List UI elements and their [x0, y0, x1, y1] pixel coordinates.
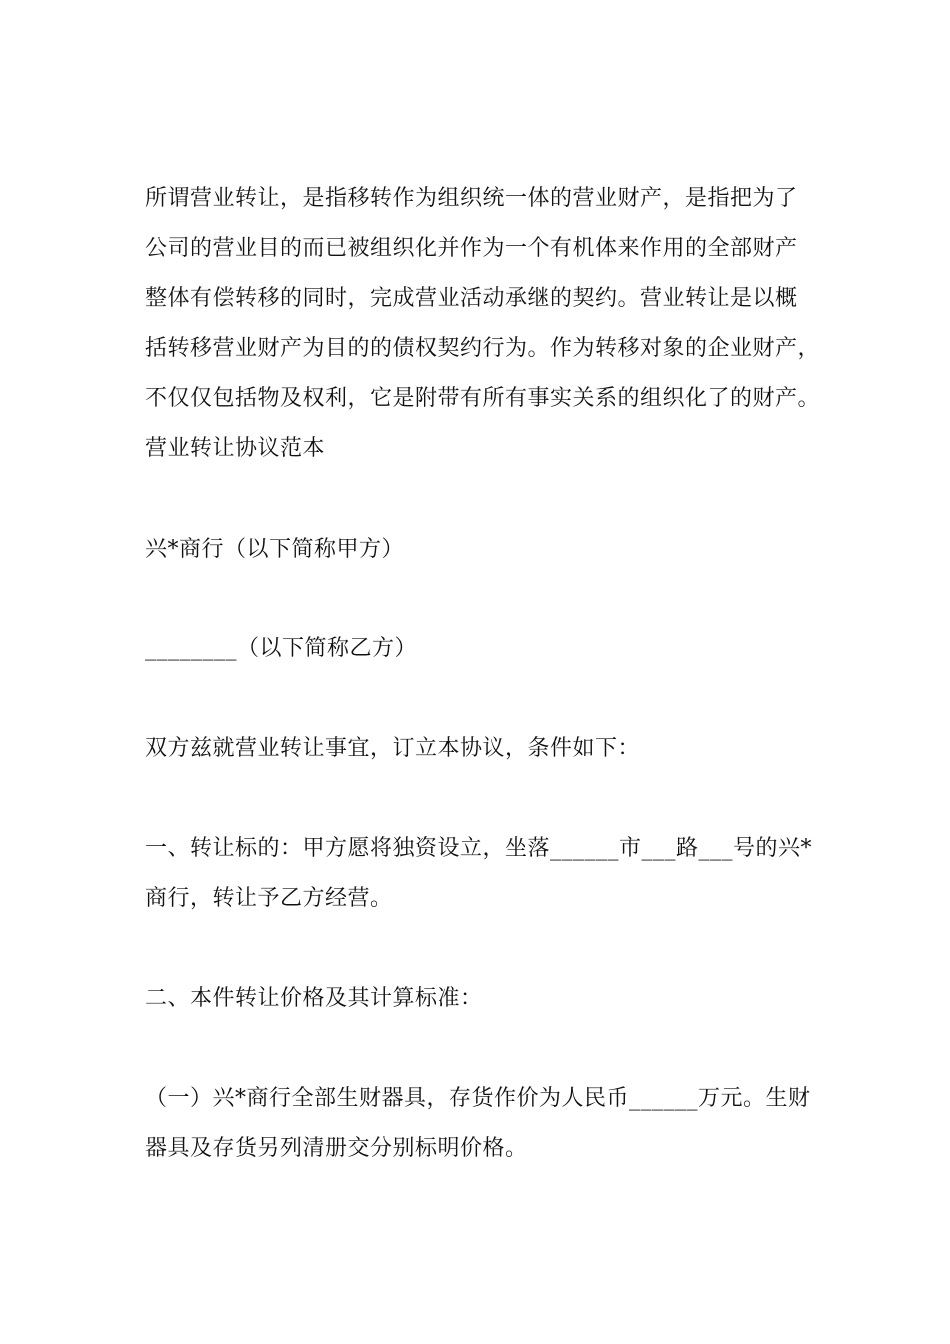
clause-1-line-2: 商行，转让予乙方经营。: [145, 886, 393, 911]
party-a-line: 兴*商行（以下简称甲方）: [145, 537, 405, 562]
clause-2-item-1-line-2: 器具及存货另列清册交分别标明价格。: [145, 1136, 528, 1161]
preamble-line: 双方兹就营业转让事宜，订立本协议，条件如下：: [145, 736, 641, 761]
clause-2-item-1-line-1: （一）兴*商行全部生财器具，存货作价为人民币______万元。生财: [145, 1086, 811, 1111]
document-title: 营业转让协议范本: [145, 436, 326, 461]
intro-paragraph-line-3: 整体有偿转移的同时，完成营业活动承继的契约。营业转让是以概: [145, 286, 798, 311]
clause-1-line-1: 一、转让标的：甲方愿将独资设立，坐落______市___路___号的兴*: [145, 836, 813, 861]
intro-paragraph-line-4: 括转移营业财产为目的的债权契约行为。作为转移对象的企业财产，: [145, 336, 821, 361]
intro-paragraph-line-1: 所谓营业转让，是指移转作为组织统一体的营业财产，是指把为了: [145, 186, 798, 211]
intro-paragraph-line-2: 公司的营业目的而已被组织化并作为一个有机体来作用的全部财产: [145, 236, 798, 261]
party-b-line: ________（以下简称乙方）: [145, 636, 418, 661]
intro-paragraph-line-5: 不仅仅包括物及权利，它是附带有所有事实关系的组织化了的财产。: [145, 386, 821, 411]
clause-2-heading: 二、本件转让价格及其计算标准：: [145, 986, 483, 1011]
